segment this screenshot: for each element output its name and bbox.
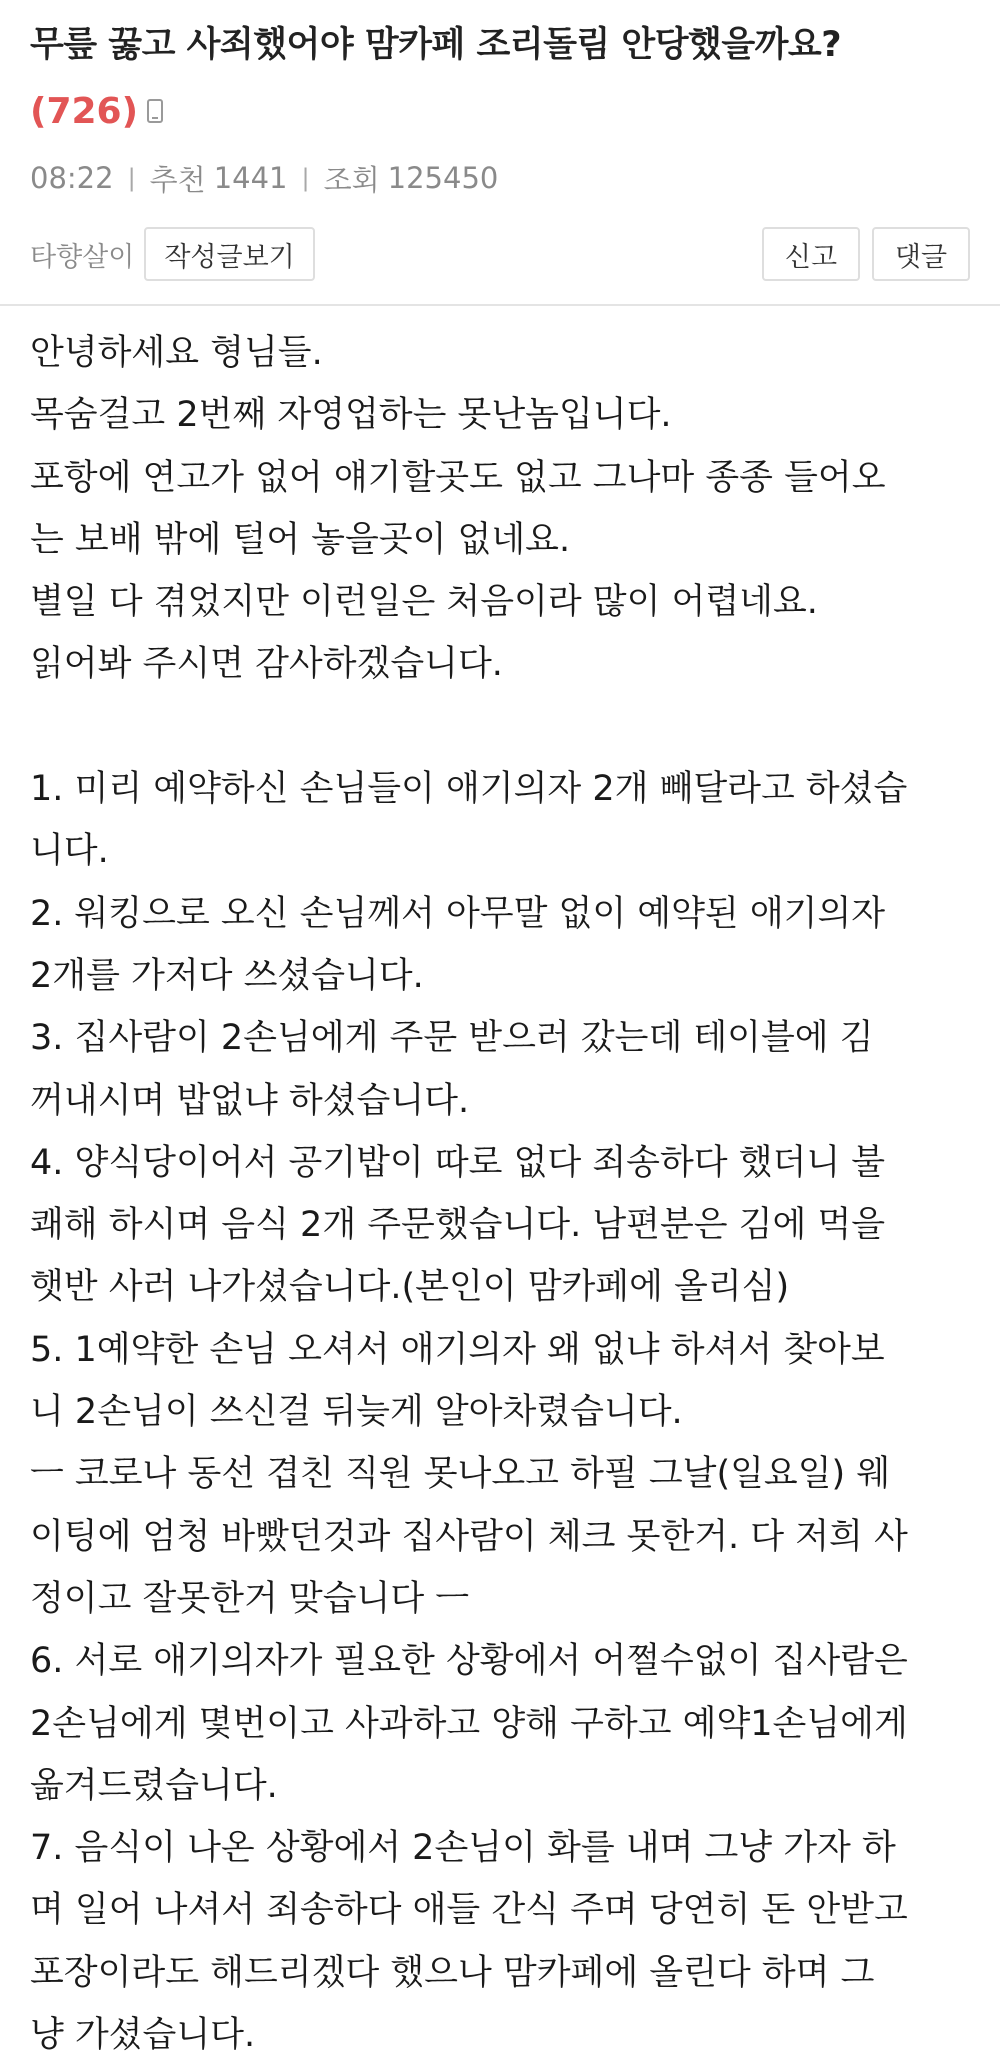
mobile-icon (146, 98, 164, 124)
body-line: 읽어봐 주시면 감사하겠습니다. (30, 644, 503, 685)
recommend-label: 추천 (149, 162, 206, 197)
body-line: 며 일어 나셔서 죄송하다 애들 간식 주며 당연히 돈 안받고 (30, 1890, 908, 1931)
post-meta (30, 146, 970, 210)
title-extra (30, 76, 970, 146)
recommend-count: 1441 (213, 161, 288, 195)
body-line: 쾌해 하시며 음식 2개 주문했습니다. 남편분은 김에 먹을 (30, 1205, 886, 1246)
post-body (0, 306, 1000, 2066)
body-line: 니 2손님이 쓰신걸 뒤늦게 알아차렸습니다. (30, 1392, 683, 1433)
body-line: 는 보배 밖에 털어 놓을곳이 없네요. (30, 519, 571, 560)
meta-separator: | (301, 164, 310, 192)
body-line: 2. 워킹으로 오신 손님께서 아무말 없이 예약된 애기의자 (30, 893, 886, 934)
comment-count[interactable]: (726) (30, 90, 139, 132)
meta-separator: | (127, 164, 136, 192)
body-line: 냥 가셨습니다. (30, 2015, 256, 2056)
body-line (30, 696, 970, 758)
author-info (30, 227, 315, 281)
report-button[interactable]: 신고 (762, 227, 860, 281)
post-time: 08:22 (30, 161, 114, 195)
reply-button[interactable]: 댓글 (872, 227, 970, 281)
post-header (0, 0, 1000, 290)
body-line: 5. 1예약한 손님 오셔서 애기의자 왜 없냐 하셔서 찾아보 (30, 1329, 885, 1370)
body-line: 안녕하세요 형님들. (30, 333, 323, 373)
body-line: 7. 음식이 나온 상황에서 2손님이 화를 내며 그냥 가자 하 (30, 1828, 896, 1869)
body-line: 별일 다 겪었지만 이런일은 처음이라 많이 어렵네요. (30, 582, 818, 623)
body-line: 포장이라도 해드리겠다 했으나 맘카페에 올린다 하며 그 (30, 1952, 875, 1993)
view-author-posts-button[interactable]: 작성글보기 (144, 227, 314, 281)
body-line: ㅡ 코로나 동선 겹친 직원 못나오고 하필 그날(일요일) 웨 (30, 1454, 891, 1495)
body-line: 정이고 잘못한거 맞습니다 ㅡ (30, 1578, 470, 1619)
body-line: 1. 미리 예약하신 손님들이 애기의자 2개 빼달라고 하셨습 (30, 769, 908, 810)
action-buttons (762, 227, 970, 281)
body-line: 2손님에게 몇번이고 사과하고 양해 구하고 예약1손님에게 (30, 1703, 908, 1744)
body-line: 옮겨드렸습니다. (30, 1765, 278, 1806)
body-line: 이팅에 엄청 바빴던것과 집사람이 체크 못한거. 다 저희 사 (30, 1516, 908, 1557)
author-name[interactable]: 타향살이 (30, 241, 135, 273)
body-line: 꺼내시며 밥없냐 하셨습니다. (30, 1080, 470, 1121)
post-title: 무릎 꿇고 사죄했어야 맘카페 조리돌림 안당했을까요? (30, 25, 842, 65)
body-line: 3. 집사람이 2손님에게 주문 받으러 갔는데 테이블에 김 (30, 1018, 874, 1059)
body-line: 햇반 사러 나가셨습니다.(본인이 맘카페에 올리심) (30, 1267, 790, 1308)
body-line: 목숨걸고 2번째 자영업하는 못난놈입니다. (30, 395, 672, 436)
body-line: 6. 서로 애기의자가 필요한 상황에서 어쩔수없이 집사람은 (30, 1641, 908, 1682)
views-label: 조회 (323, 162, 380, 197)
body-line: 니다. (30, 831, 109, 872)
post-actions (30, 218, 970, 290)
body-line: 4. 양식당이어서 공기밥이 따로 없다 죄송하다 했더니 불 (30, 1142, 886, 1183)
body-line: 포항에 연고가 없어 얘기할곳도 없고 그나마 종종 들어오 (30, 457, 886, 498)
body-line: 2개를 가저다 쓰셨습니다. (30, 955, 424, 996)
views-count: 125450 (387, 161, 499, 195)
